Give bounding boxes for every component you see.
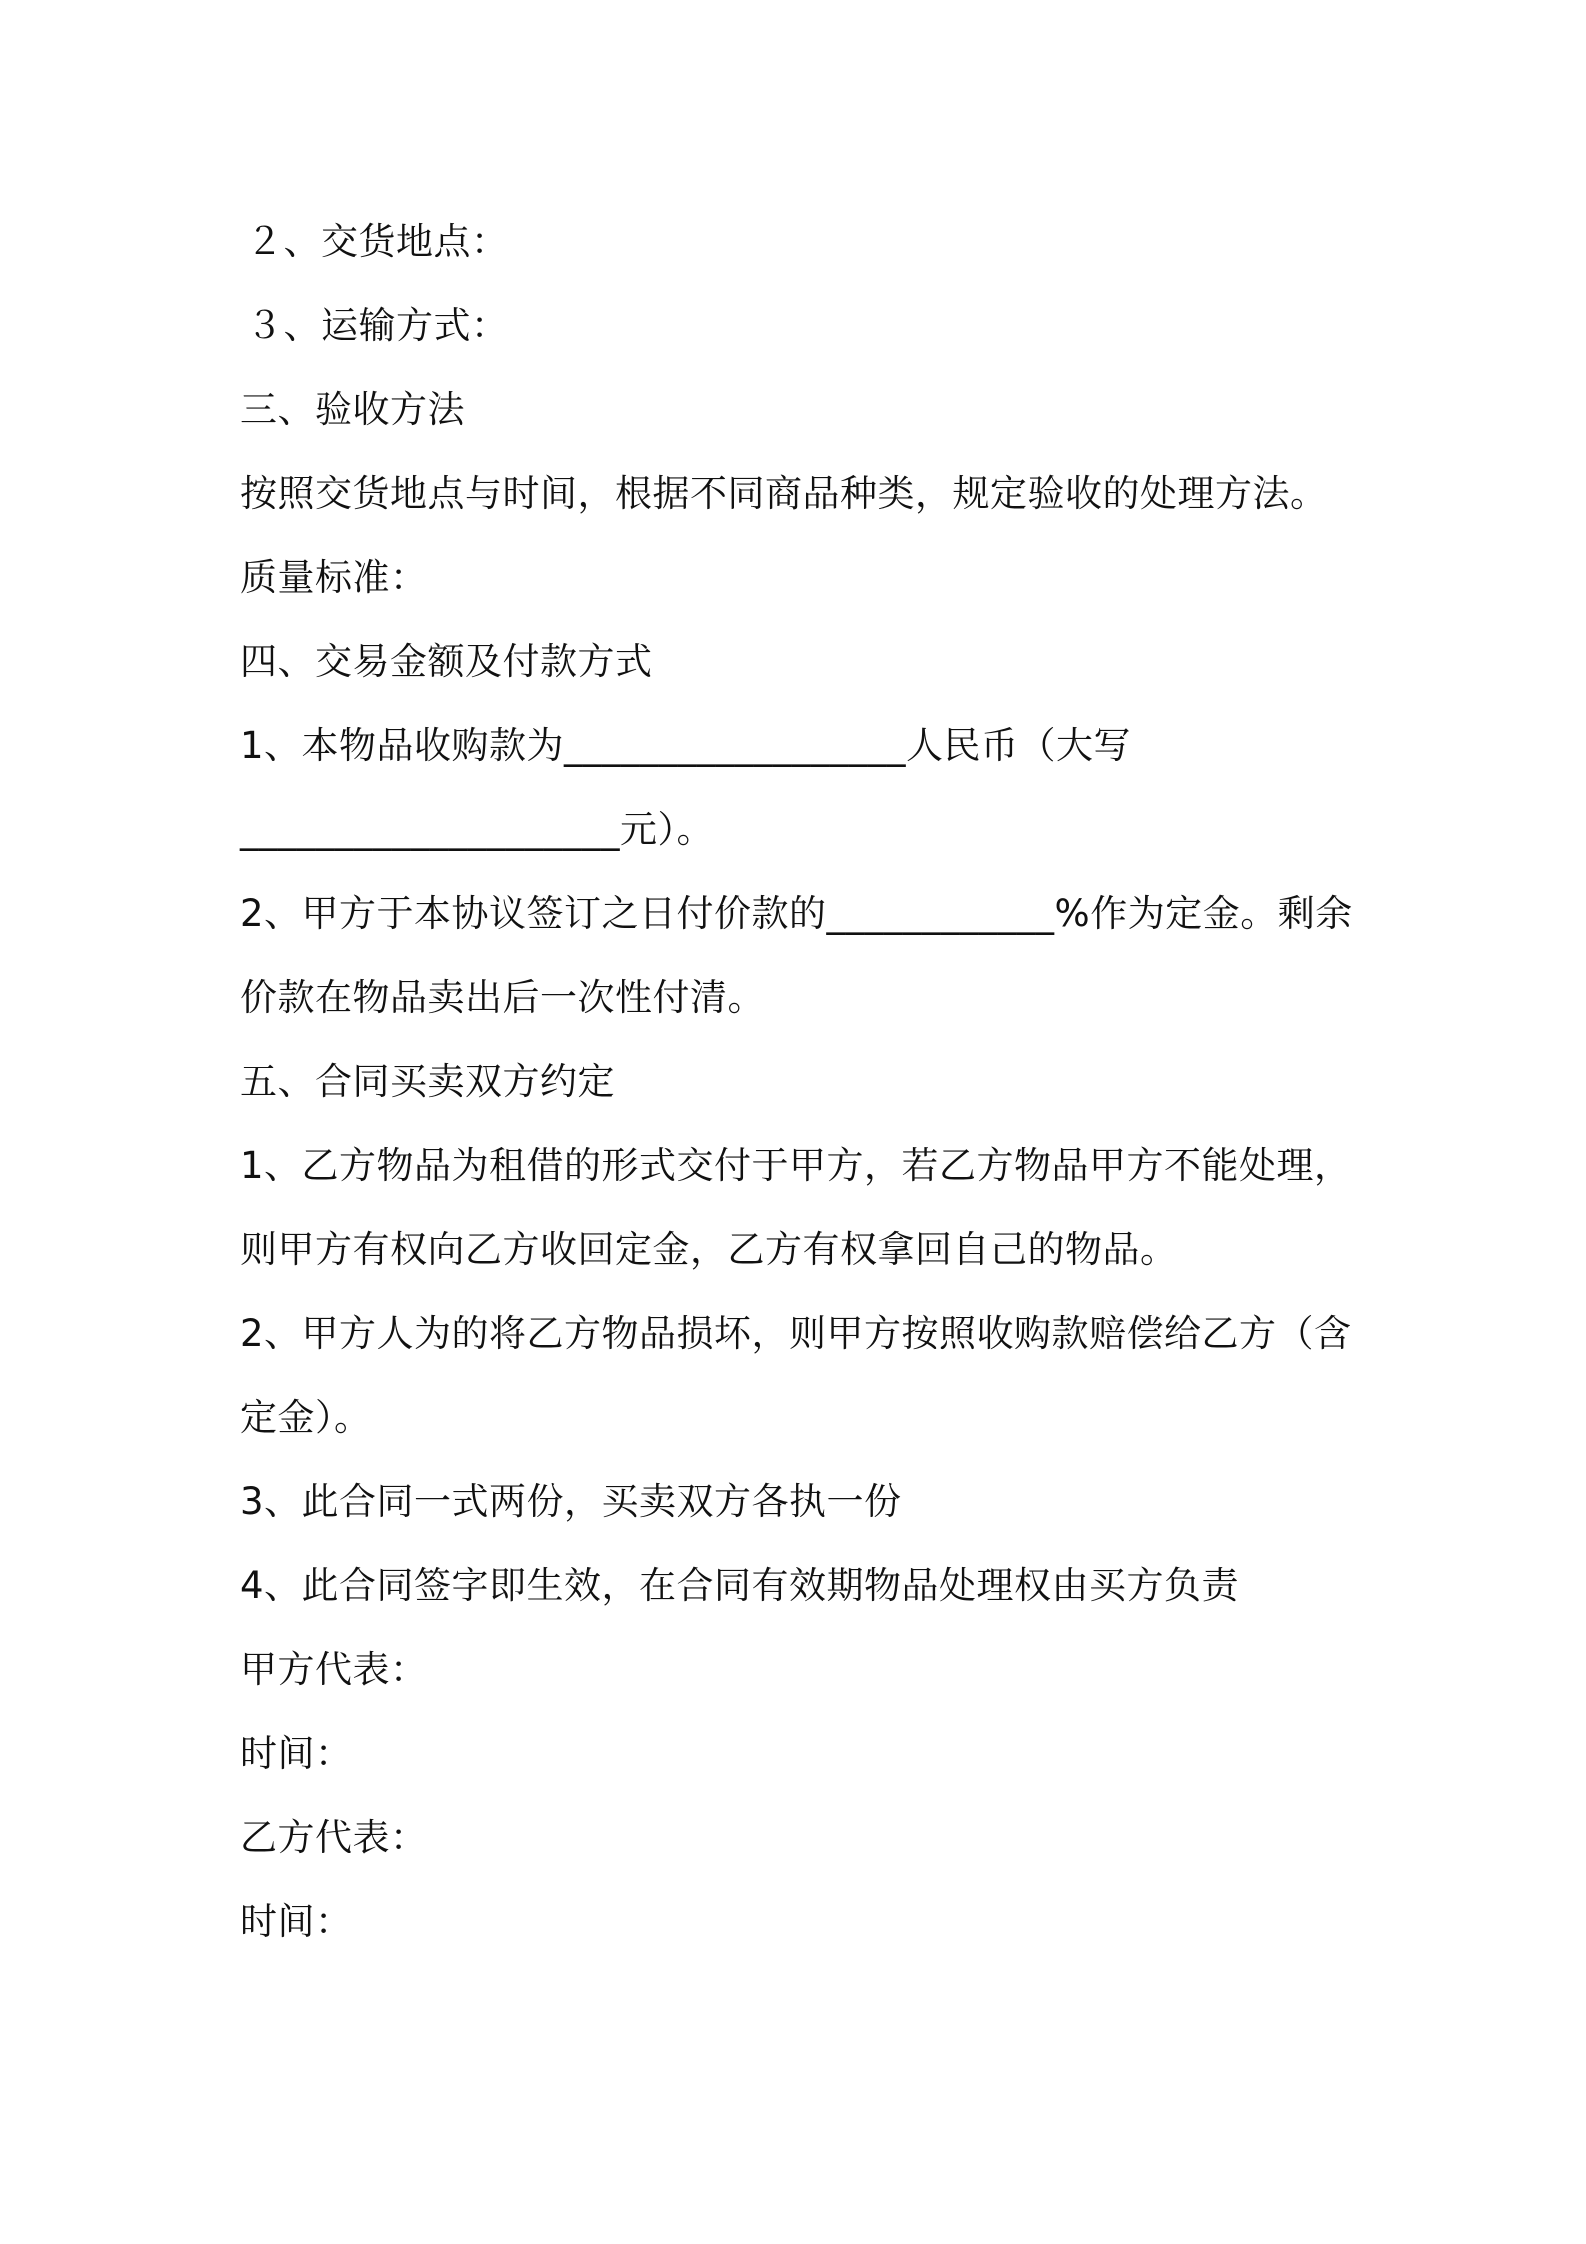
agreement-clause-2: 2、甲方人为的将乙方物品损坏，则甲方按照收购款赔偿给乙方（含	[240, 1312, 1352, 1355]
purchase-amount-capital-line: ____________________元）。	[240, 808, 714, 851]
party-a-date: 时间：	[240, 1732, 353, 1775]
deposit-line: 2、甲方于本协议签订之日付价款的____________%作为定金。剩余	[240, 892, 1353, 935]
agreement-clause-3: 3、此合同一式两份，买卖双方各执一份	[240, 1480, 902, 1523]
party-a-representative: 甲方代表：	[240, 1648, 428, 1691]
agreement-clause-1-continuation: 则甲方有权向乙方收回定金，乙方有权拿回自己的物品。	[240, 1228, 1178, 1271]
agreement-clause-2-continuation: 定金）。	[240, 1396, 372, 1439]
agreement-clause-1: 1、乙方物品为租借的形式交付于甲方，若乙方物品甲方不能处理，	[240, 1144, 1352, 1187]
section-heading-acceptance: 三、验收方法	[240, 388, 465, 431]
document-body	[240, 200, 1360, 1964]
party-b-representative: 乙方代表：	[240, 1816, 428, 1859]
agreement-clause-4: 4、此合同签字即生效，在合同有效期物品处理权由买方负责	[240, 1564, 1240, 1607]
transport-method-line: ３、运输方式：	[246, 304, 509, 347]
quality-standard-line: 质量标准：	[240, 556, 428, 599]
party-b-date: 时间：	[240, 1900, 353, 1943]
acceptance-paragraph: 按照交货地点与时间，根据不同商品种类，规定验收的处理方法。	[240, 472, 1328, 515]
section-heading-agreement: 五、合同买卖双方约定	[240, 1060, 615, 1103]
deposit-continuation-line: 价款在物品卖出后一次性付清。	[240, 976, 765, 1019]
section-heading-payment: 四、交易金额及付款方式	[240, 640, 653, 683]
purchase-amount-line: 1、本物品收购款为__________________人民币（大写	[240, 724, 1132, 767]
delivery-location-line: ２、交货地点：	[246, 220, 509, 263]
